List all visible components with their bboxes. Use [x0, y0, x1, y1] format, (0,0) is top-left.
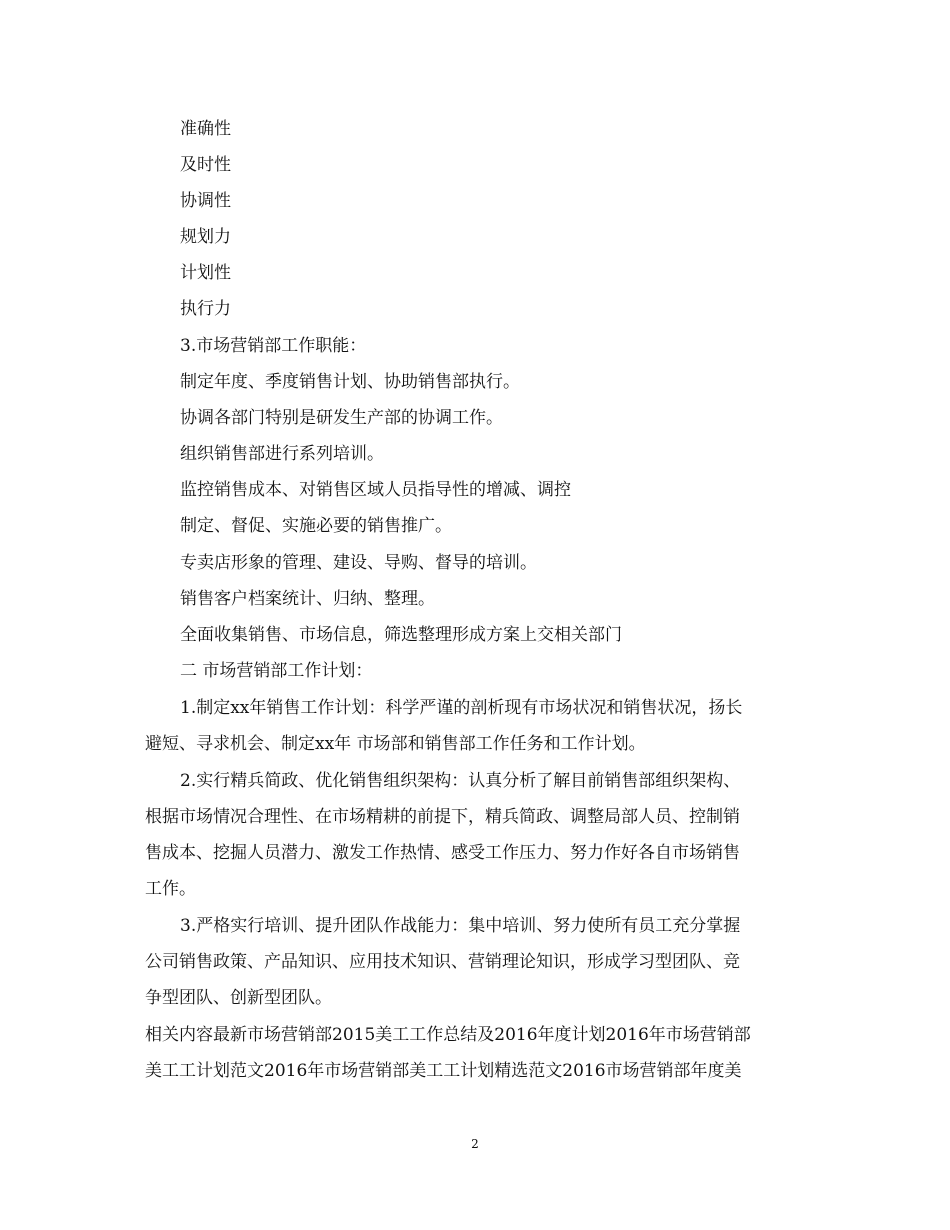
section-heading: 二 市场营销部工作计划：: [180, 661, 373, 681]
related-content-line: 相关内容最新市场营销部2015美工工作总结及2016年度计划2016年市场营销部: [145, 1025, 751, 1045]
list-item: 全面收集销售、市场信息，筛选整理形成方案上交相关部门: [180, 625, 622, 645]
list-item: 计划性: [180, 263, 231, 283]
list-item: 执行力: [180, 299, 231, 319]
list-item: 协调性: [180, 191, 231, 211]
paragraph-line: 售成本、挖掘人员潜力、激发工作热情、感受工作压力、努力作好各自市场销售: [145, 843, 740, 863]
list-item: 组织销售部进行系列培训。: [180, 444, 384, 464]
page-number: 2: [471, 1137, 479, 1151]
paragraph-line: 1.制定xx年销售工作计划：科学严谨的剖析现有市场状况和销售状况，扬长: [180, 698, 743, 718]
list-item: 制定年度、季度销售计划、协助销售部执行。: [180, 372, 520, 392]
list-item: 规划力: [180, 227, 231, 247]
paragraph-line: 根据市场情况合理性、在市场精耕的前提下，精兵简政、调整局部人员、控制销: [145, 807, 740, 827]
list-item: 制定、督促、实施必要的销售推广。: [180, 516, 452, 536]
section-heading: 3.市场营销部工作职能：: [180, 336, 367, 356]
paragraph-line: 避短、寻求机会、制定xx年 市场部和销售部工作任务和工作计划。: [145, 734, 646, 754]
paragraph-line: 2.实行精兵简政、优化销售组织架构：认真分析了解目前销售部组织架构、: [180, 771, 741, 791]
related-content-line: 美工工计划范文2016年市场营销部美工工计划精选范文2016市场营销部年度美: [145, 1061, 742, 1081]
list-item: 销售客户档案统计、归纳、整理。: [180, 589, 435, 609]
list-item: 专卖店形象的管理、建设、导购、督导的培训。: [180, 553, 537, 573]
list-item: 监控销售成本、对销售区域人员指导性的增减、调控: [180, 480, 571, 500]
list-item: 协调各部门特别是研发生产部的协调工作。: [180, 408, 503, 428]
paragraph-line: 3.严格实行培训、提升团队作战能力：集中培训、努力使所有员工充分掌握: [180, 916, 741, 936]
list-item: 及时性: [180, 155, 231, 175]
paragraph-line: 工作。: [145, 879, 196, 899]
list-item: 准确性: [180, 119, 231, 139]
paragraph-line: 争型团队、创新型团队。: [145, 988, 332, 1008]
paragraph-line: 公司销售政策、产品知识、应用技术知识、营销理论知识，形成学习型团队、竞: [145, 952, 740, 972]
